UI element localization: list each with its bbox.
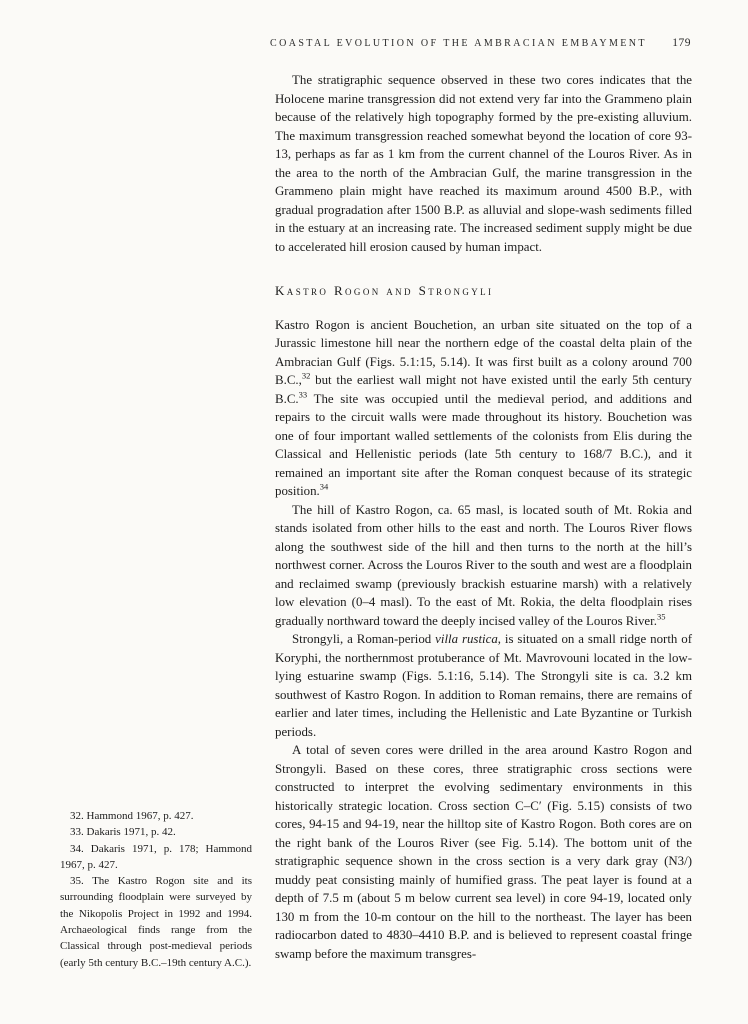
page-number: 179 — [672, 37, 691, 49]
section-heading: Kastro Rogon and Strongyli — [275, 283, 494, 298]
footnote: 32. Hammond 1967, p. 427. — [70, 810, 194, 822]
main-text-column — [275, 71, 692, 963]
paragraph: The hill of Kastro Rogon, ca. 65 masl, is located south of Mt. Rokia and stands isolated from other hills to the east and north. The Louros River flows along the southwest side of the hill and then turns to the north at the hill’s northwest corner. Across the Louros River to the south and west are a floodplain and reclaimed swamp (previously brackish estuarine marsh) with a relatively low elevation (0–4 masl). To the east of Mt. Rokia, the delta floodplain rises gradually northward toward the deeply incised valley of the Louros River.$^{35}$ — [275, 502, 692, 628]
italic-term: villa rustica — [435, 632, 498, 646]
paragraph: Kastro Rogon is ancient Bouchetion, an urban site situated on the top of a Jurassic limestone hill near the northern edge of the coastal delta plain of the Ambracian Gulf (Figs. 5.1:15, 5.14). It was first built as a colony around 700 B.C.,$^{32}$ but the earliest wall might not have existed until the early 5th century B.C.$^{33}$ The site was occupied until the medieval period, and additions and repairs to the circuit walls were made throughout its history. Bouchetion was one of four important walled settlements of the colonists from Elis during the Classical and Hellenistic periods (late 5th century to 168/7 B.C.), and it remained an important site after the Roman conquest because of its strategic position.$^{34}$ — [275, 317, 692, 498]
footnote-reference: 35 — [656, 611, 666, 622]
running-title: COASTAL EVOLUTION OF THE AMBRACIAN EMBAYMENT — [270, 38, 647, 49]
paragraph: A total of seven cores were drilled in the area around Kastro Rogon and Strongyli. Based on these cores, three stratigraphic cross sections were constructed to interpret the evolving sedimentary environments in this historically strategic location. Cross section C–C′ (Fig. 5.15) consists of two cores, 94-15 and 94-19, near the hilltop site of Kastro Rogon. Both cores are on the right bank of the Louros River (see Fig. 5.14). The bottom unit of the stratigraphic sequence shown in the cross section is a very dark gray (N3/) muddy peat consisting mainly of humified grass. The peat layer is found at a depth of 7.5 m (about 5 m below current sea level) in core 94-19, located only 130 m from the 10-m contour on the hill to the northeast. The layer has been radiocarbon dated to 4830–4410 B.P. and is believed to represent coastal fringe swamp before the maximum transgres- — [275, 743, 692, 961]
footnote-reference: 32 — [301, 370, 311, 381]
footnote: 35. The Kastro Rogon site and its surrounding floodplain were surveyed by the Nikopolis Project in 1992 and 1994. Archaeological finds range from the Classical through post-medieval periods (early 5th century B.C.–19th century A.C.). — [60, 875, 252, 969]
running-head — [270, 37, 691, 49]
paragraph: The stratigraphic sequence observed in these two cores indicates that the Holocene marine transgression did not extend very far into the Grammeno plain because of the relatively high topography formed by the pre-existing alluvium. The maximum transgression reached somewhat beyond the location of core 93-13, perhaps as far as 1 km from the current channel of the Louros River. As in the area to the north of the Ambracian Gulf, the marine transgression in the Grammeno plain might have reached its maximum around 4500 B.P., with gradual progradation after 1500 B.P. as alluvial and slope-wash sediments filled in the estuary at an increasing rate. The increased sediment supply might be due to accelerated hill erosion caused by human impact. — [275, 73, 692, 254]
footnotes — [60, 808, 252, 971]
footnote: 34. Dakaris 1971, p. 178; Hammond 1967, p. 427. — [60, 842, 252, 871]
footnote-reference: 33 — [298, 389, 308, 400]
footnote-reference: 34 — [319, 481, 329, 492]
paragraph: Strongyli, a Roman-period villa rustica, is situated on a small ridge north of Koryphi, the northernmost protuberance of Mt. Mavrovouni located in the low-lying estuarine swamp (Figs. 5.1:16, 5.14). The Strongyli site is ca. 3.2 km southwest of Kastro Rogon. In addition to Roman remains, there are remains of earlier and later times, including the Hellenistic and Late Byzantine or Turkish periods. — [275, 632, 692, 739]
footnote: 33. Dakaris 1971, p. 42. — [70, 826, 176, 839]
